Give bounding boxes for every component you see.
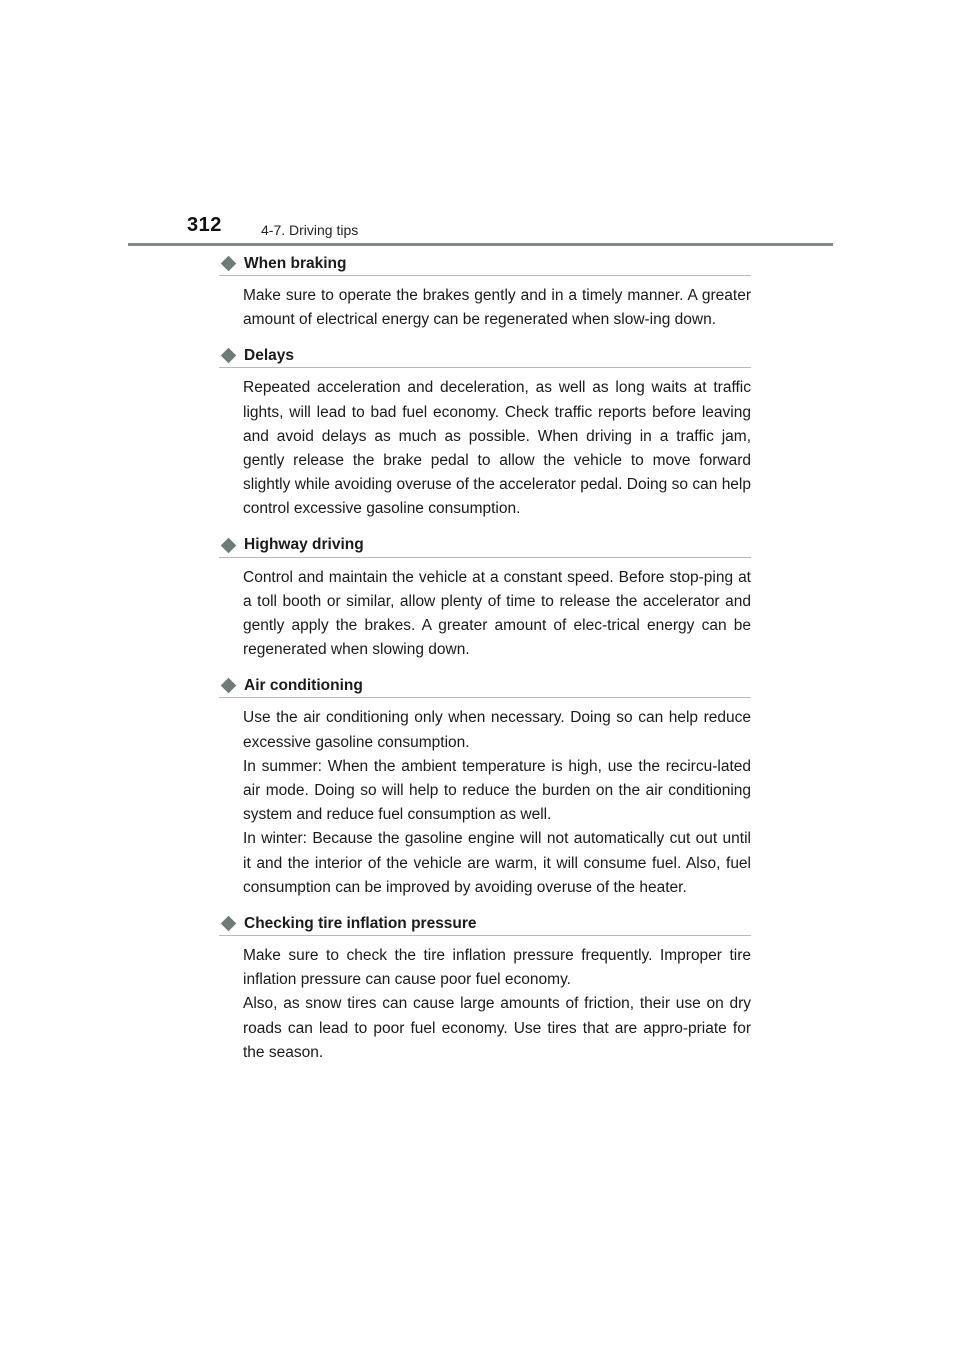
section-tire-pressure: [219, 912, 751, 1065]
paragraph: In summer: When the ambient temperature is high, use the recircu-lated air mode. Doing so will help to reduce the burden on the air conditioning system and reduce fuel consumption as well.: [243, 757, 751, 824]
paragraph: Make sure to check the tire inflation pressure frequently. Improper tire inflation pressure can cause poor fuel economy.: [243, 947, 751, 989]
paragraph: Repeated acceleration and deceleration, as well as long waits at traffic lights, will lead to bad fuel economy. Check traffic reports before leaving and avoid delays as much as possible. When driving in a traffic jam, gently release the brake pedal to allow the vehicle to move forward slightly while avoiding overuse of the accelerator pedal. Doing so can help control excessive gasoline consumption.: [243, 379, 751, 518]
section-body: [243, 706, 751, 900]
diamond-bullet-icon: [220, 915, 237, 932]
section-when-braking: [219, 252, 751, 332]
header-rule: [128, 243, 833, 246]
section-heading: [219, 344, 751, 368]
paragraph: Use the air conditioning only when necessary. Doing so can help reduce excessive gasoline consumption.: [243, 709, 751, 751]
section-title: Checking tire inflation pressure: [244, 914, 477, 932]
section-heading: [219, 912, 751, 936]
section-body: [243, 376, 751, 521]
section-title: Delays: [244, 346, 294, 364]
section-delays: [219, 344, 751, 521]
paragraph: In winter: Because the gasoline engine will not automatically cut out until it and the interior of the vehicle are warm, it will consume fuel. Also, fuel consumption can be improved by avoiding overuse of the heater.: [243, 830, 751, 896]
section-highway-driving: [219, 534, 751, 663]
section-title: Highway driving: [244, 536, 364, 554]
section-air-conditioning: [219, 674, 751, 900]
section-body: [243, 944, 751, 1065]
page-content: [219, 252, 751, 1077]
paragraph: Make sure to operate the brakes gently and in a timely manner. A greater amount of electrical energy can be regenerated when slow-ing down.: [243, 287, 751, 329]
section-body: [243, 566, 751, 663]
diamond-bullet-icon: [220, 537, 237, 554]
page-number: 312: [187, 214, 222, 236]
chapter-title: 4-7. Driving tips: [261, 222, 359, 238]
paragraph: Also, as snow tires can cause large amounts of friction, their use on dry roads can lead to poor fuel economy. Use tires that are appro-priate for the season.: [243, 995, 751, 1061]
section-heading: [219, 252, 751, 276]
page-header: [0, 0, 960, 250]
diamond-bullet-icon: [220, 347, 237, 364]
section-heading: [219, 534, 751, 558]
paragraph: Control and maintain the vehicle at a constant speed. Before stop-ping at a toll booth or similar, allow plenty of time to release the accelerator and gently apply the brakes. A greater amount of elec-trical energy can be regenerated when slowing down.: [243, 568, 751, 659]
section-title: Air conditioning: [244, 676, 363, 694]
section-title: When braking: [244, 254, 347, 272]
diamond-bullet-icon: [220, 677, 237, 694]
diamond-bullet-icon: [220, 255, 237, 272]
section-heading: [219, 674, 751, 698]
section-body: [243, 284, 751, 332]
